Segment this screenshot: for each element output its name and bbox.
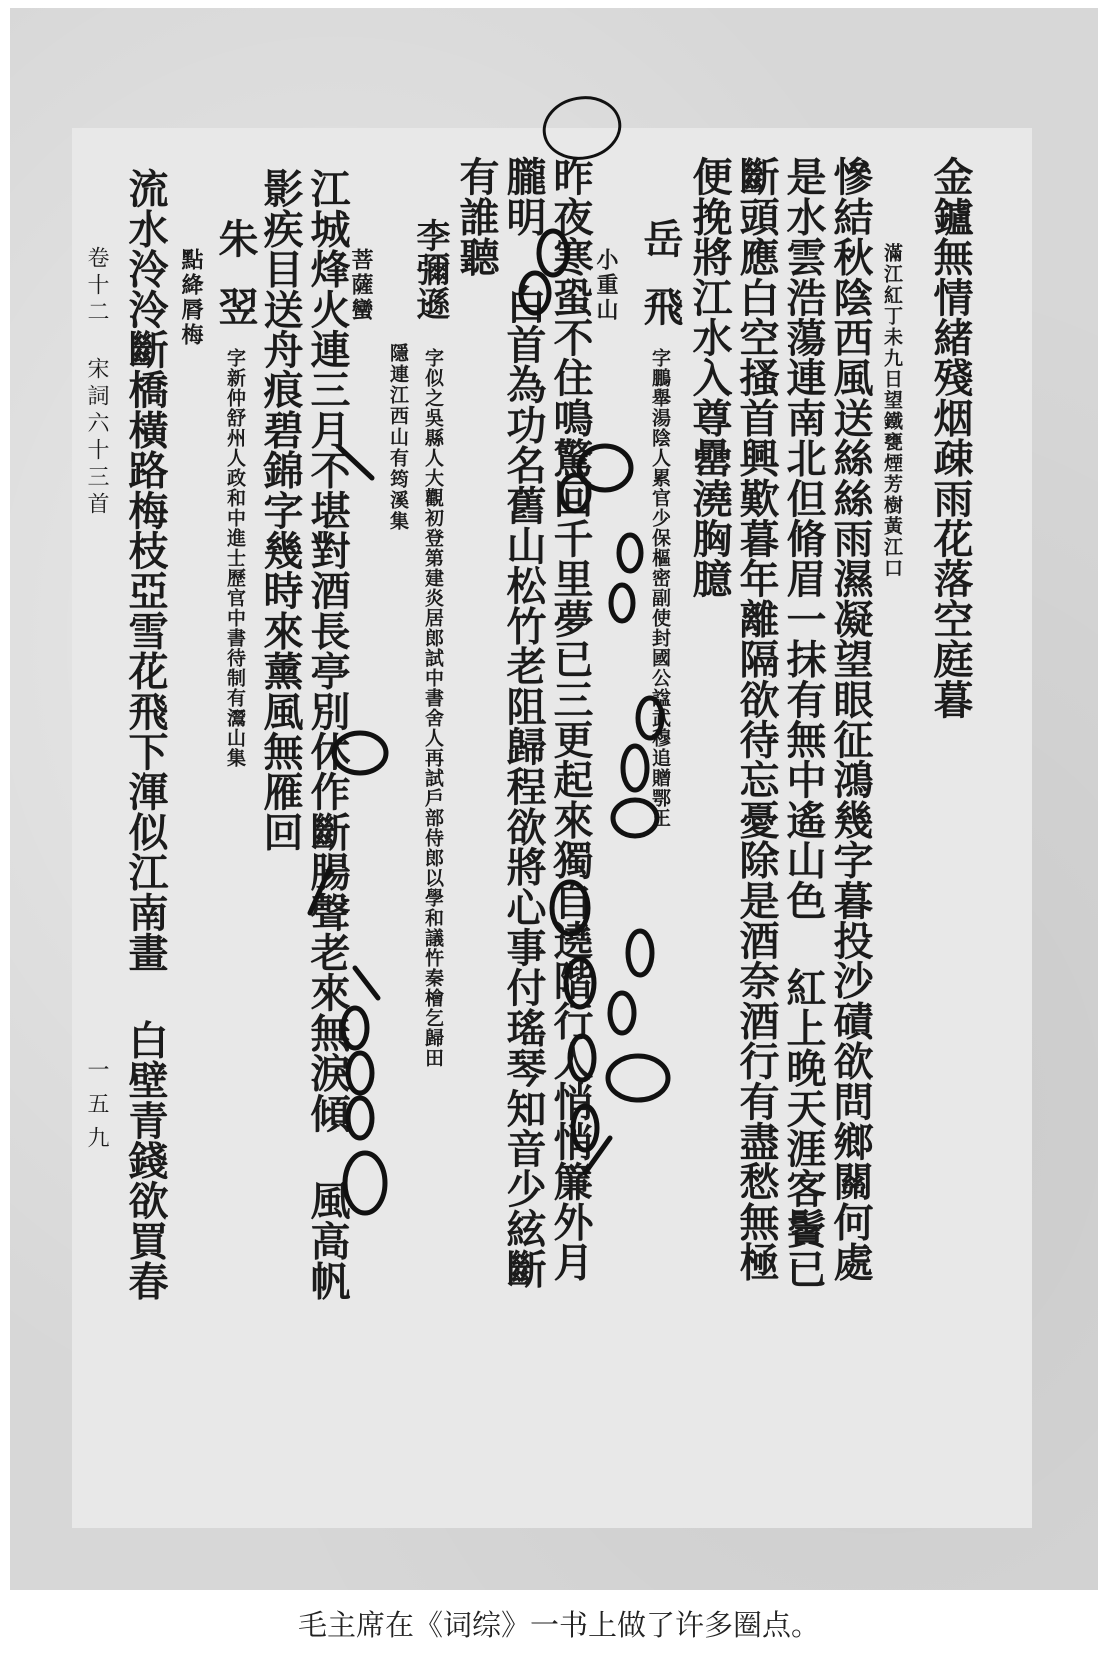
author-zhu-yi-bio: 字新仲舒州人政和中進士歷官中書待制有灊山集 (224, 348, 246, 768)
verse-column-19: 流水泠泠斷橋橫路梅枝亞雪花飛下渾似江南畫 白壁青錢欲買春 (122, 168, 169, 1301)
verse-column-5: 斷頭應白空搔首興歎暮年離隔欲待忘憂除是酒奈酒行有盡愁無極 (733, 156, 780, 1282)
verse-column-10: 朧明 白首為功名舊山松竹老阻歸程欲將心事付瑤琴知音少絃斷 (500, 156, 547, 1289)
author-li-mixun-bio: 字似之吳縣人大觀初登第建炎居郎試中書舍人再試戶部侍郎以學和議忤秦檜乞歸田 (422, 348, 444, 1068)
page-footer-volume: 卷十二 宋詞六十三首 (84, 246, 109, 519)
author-yue-fei: 岳飛 (637, 218, 684, 354)
verse-column-15: 江城烽火連三月不堪對酒長亭別休作斷腸聲老來無淚傾 風高帆 (304, 168, 351, 1301)
author-li-mixun-bio-cont: 隱連江西山有筠溪集 (387, 343, 409, 532)
author-zhu-yi: 朱翌 (212, 218, 259, 354)
author-li-mixun: 李彌遜 (410, 218, 450, 320)
book-page-photo (10, 8, 1098, 1590)
poem-title-manjianghong: 滿江紅丁未九日望鐵甕煙芳樹黃江口 (881, 243, 903, 579)
verse-column-9: 昨夜寒蛩不住鳴驚回千里夢已三更起來獨自遶階行人悄悄簾外月 (547, 156, 594, 1282)
verse-column-4: 是水雲浩蕩連南北但脩眉一抹有無中遙山色 紅上晚天涯客鬢已 (780, 156, 827, 1289)
verse-column-6: 便挽將江水入尊罍澆胸臆 (686, 156, 733, 599)
poem-title-xiaochongshan: 小重山 (593, 248, 619, 323)
page-number: 一五九 (84, 1058, 109, 1160)
verse-column-16: 影疾目送舟痕碧錦字幾時來薰風無雁回 (257, 168, 304, 852)
photo-caption: 毛主席在《词综》一书上做了许多圈点。 (297, 1608, 820, 1642)
author-yue-fei-bio: 字鵬舉湯陰人累官少保樞密副使封國公諡武穆追贈鄂王 (649, 348, 671, 828)
poem-title-dianjiangchun: 點絳脣梅 (178, 248, 204, 348)
verse-column-11: 有誰聽 (453, 156, 500, 277)
poem-title-pusaman: 菩薩蠻 (348, 248, 374, 323)
verse-column-3: 慘結秋陰西風送絲絲雨濕凝望眼征鴻幾字暮投沙磧欲問鄉關何處 (827, 156, 874, 1282)
verse-column-1: 金鑪無情緒殘烟疎雨花落空庭暮 (927, 156, 974, 719)
